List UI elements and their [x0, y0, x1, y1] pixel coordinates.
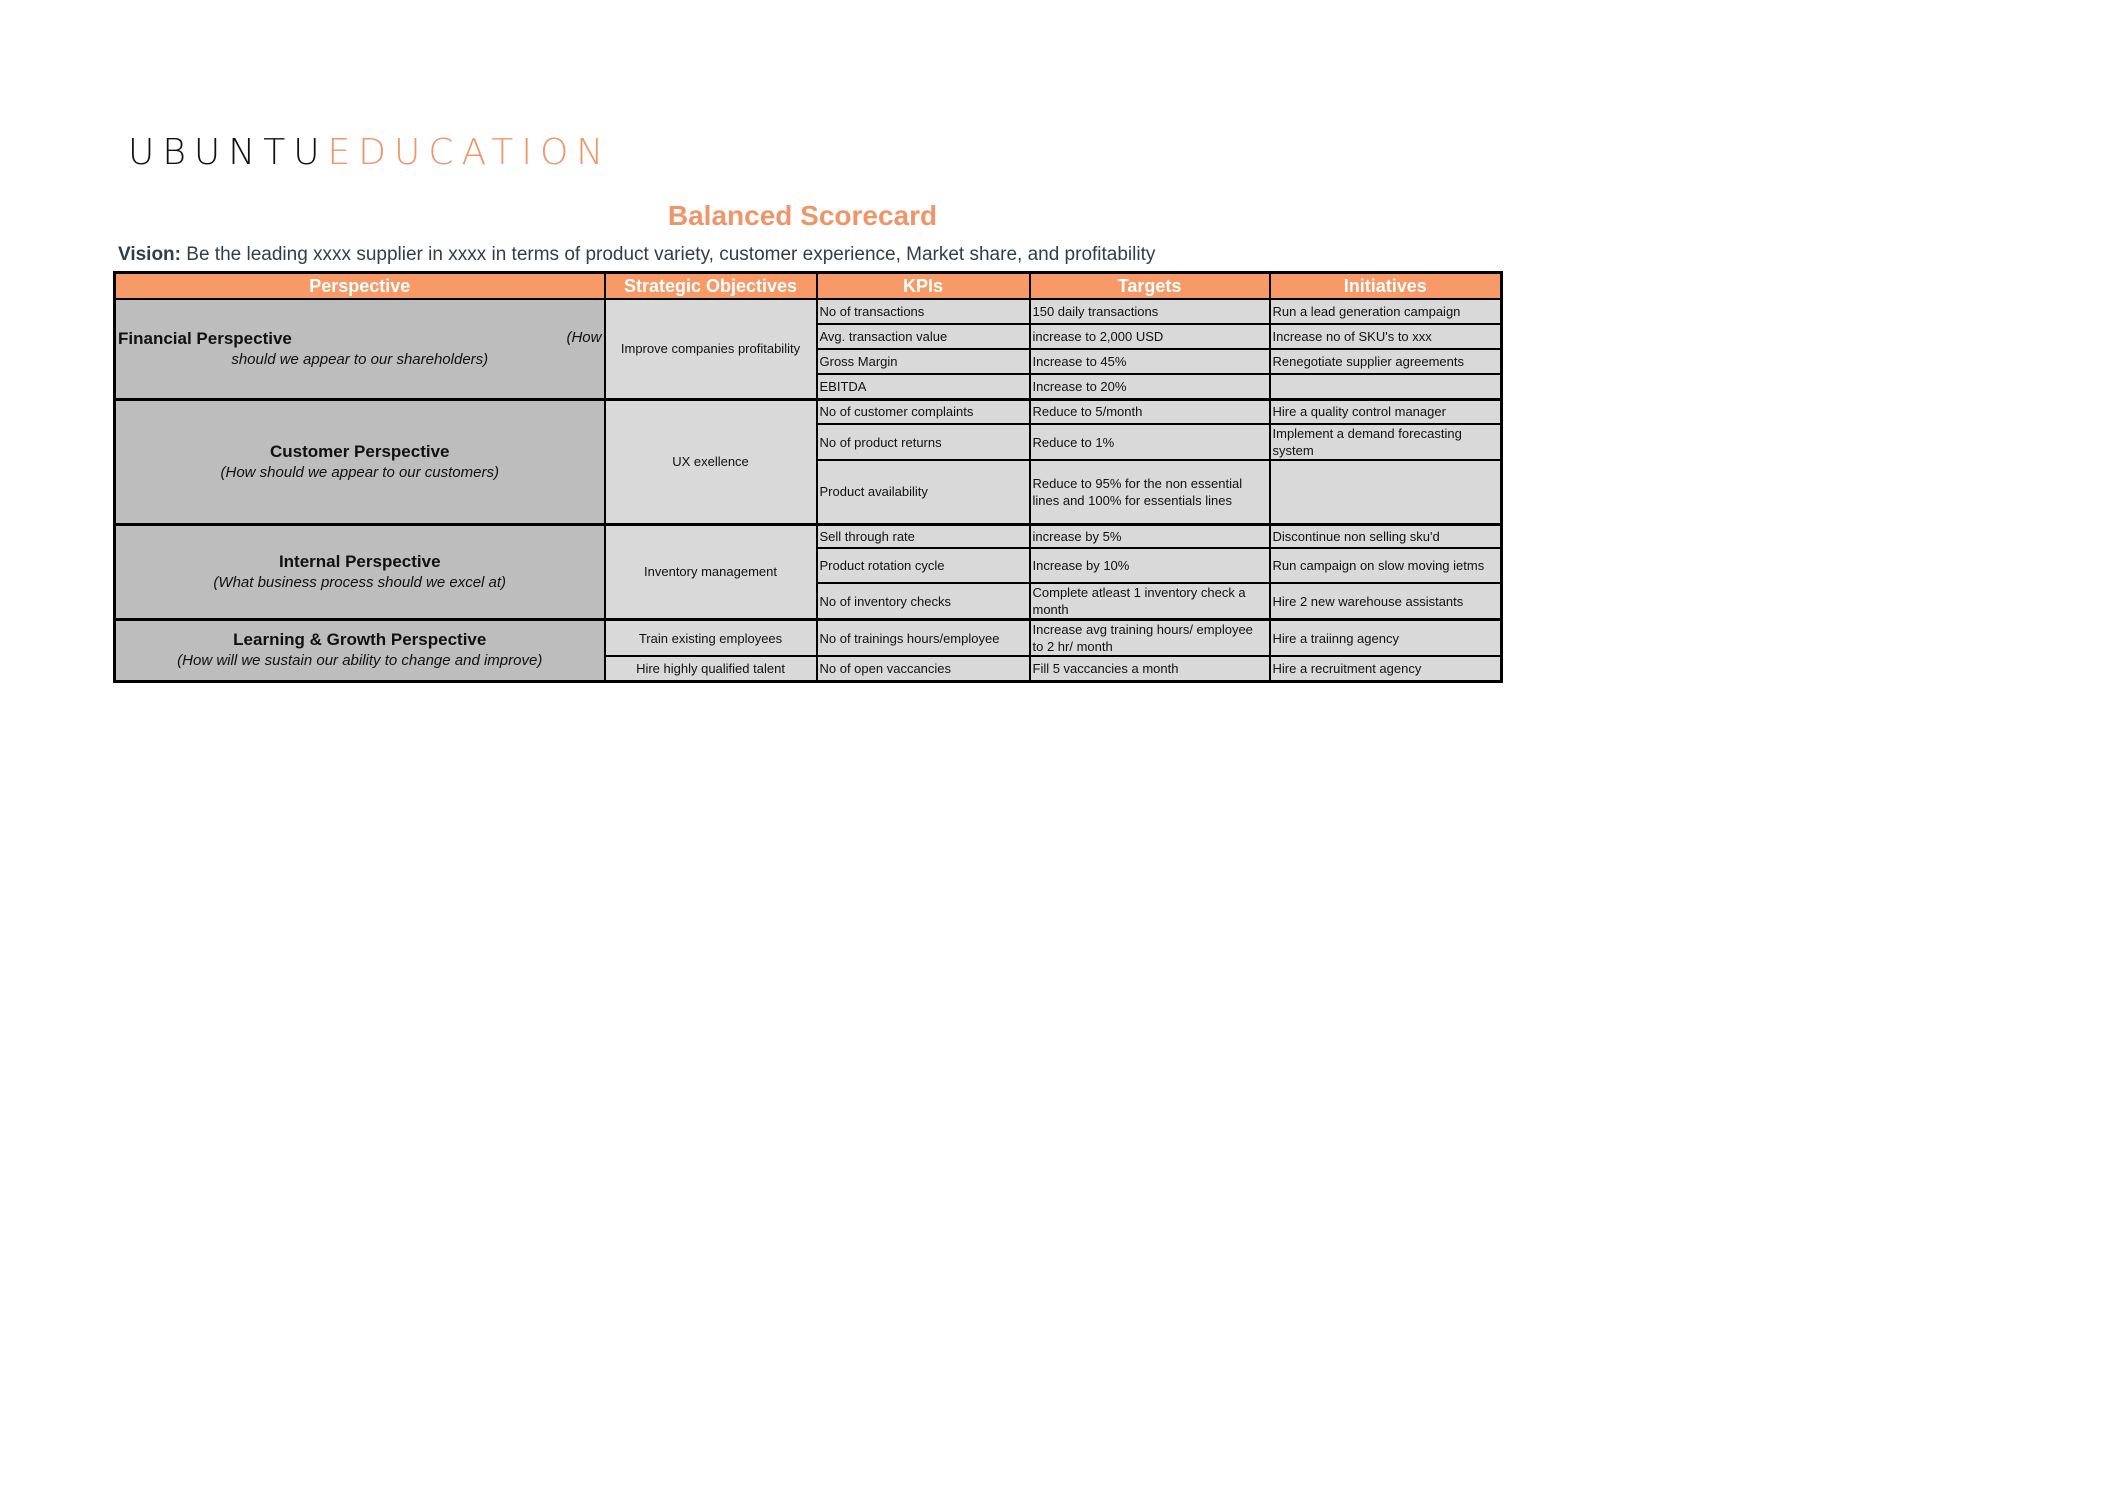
target-cell: Increase by 10% — [1030, 548, 1270, 583]
target-cell: increase to 2,000 USD — [1030, 324, 1270, 349]
header-perspective: Perspective — [115, 273, 605, 300]
logo-text-ubuntu: UBUNTU — [128, 132, 328, 173]
kpi-cell: No of trainings hours/employee — [817, 620, 1030, 657]
initiative-cell: Run a lead generation campaign — [1270, 299, 1502, 324]
table-header-row — [115, 273, 1502, 300]
learning-objective: Hire highly qualified talent — [605, 656, 817, 681]
financial-perspective-sub-b: should we appear to our shareholders) — [231, 350, 489, 368]
vision-label: Vision: — [118, 244, 181, 265]
company-logo — [128, 132, 611, 173]
initiative-cell: Hire a traiinng agency — [1270, 620, 1502, 657]
header-kpis: KPIs — [817, 273, 1030, 300]
target-cell: Fill 5 vaccancies a month — [1030, 656, 1270, 681]
internal-perspective-name: Internal Perspective — [278, 551, 441, 571]
internal-perspective-cell — [115, 524, 605, 620]
financial-perspective-cell — [115, 299, 605, 399]
financial-perspective-sub-a: (How — [566, 328, 602, 346]
table-row — [115, 399, 1502, 424]
kpi-cell: No of product returns — [817, 424, 1030, 460]
initiative-cell: Discontinue non selling sku'd — [1270, 524, 1502, 548]
target-cell: 150 daily transactions — [1030, 299, 1270, 324]
financial-perspective-name: Financial Perspective — [118, 328, 292, 348]
kpi-cell: Avg. transaction value — [817, 324, 1030, 349]
initiative-cell: Hire a recruitment agency — [1270, 656, 1502, 681]
kpi-cell: EBITDA — [817, 374, 1030, 399]
kpi-cell: No of transactions — [817, 299, 1030, 324]
kpi-cell: Sell through rate — [817, 524, 1030, 548]
initiative-cell — [1270, 460, 1502, 524]
internal-objective: Inventory management — [605, 524, 817, 620]
kpi-cell: No of customer complaints — [817, 399, 1030, 424]
learning-perspective-sub: (How will we sustain our ability to change and improve) — [177, 652, 543, 670]
initiative-cell: Run campaign on slow moving ietms — [1270, 548, 1502, 583]
financial-objective: Improve companies profitability — [605, 299, 817, 399]
learning-perspective-name: Learning & Growth Perspective — [233, 630, 487, 650]
initiative-cell — [1270, 374, 1502, 399]
target-cell: increase by 5% — [1030, 524, 1270, 548]
target-cell: Increase avg training hours/ employee to 2 hr/ month — [1030, 620, 1270, 657]
table-row — [115, 620, 1502, 657]
learning-objective: Train existing employees — [605, 620, 817, 657]
kpi-cell: Product availability — [817, 460, 1030, 524]
scorecard-table — [113, 271, 1503, 683]
initiative-cell: Hire 2 new warehouse assistants — [1270, 583, 1502, 620]
kpi-cell: No of inventory checks — [817, 583, 1030, 620]
table-row — [115, 299, 1502, 324]
internal-perspective-sub: (What business process should we excel at) — [213, 573, 507, 591]
customer-perspective-cell — [115, 399, 605, 524]
table-row — [115, 524, 1502, 548]
header-initiatives: Initiatives — [1270, 273, 1502, 300]
initiative-cell: Increase no of SKU's to xxx — [1270, 324, 1502, 349]
vision-statement — [118, 244, 1155, 266]
kpi-cell: Gross Margin — [817, 349, 1030, 374]
target-cell: Reduce to 5/month — [1030, 399, 1270, 424]
header-targets: Targets — [1030, 273, 1270, 300]
target-cell: Reduce to 95% for the non essential lines and 100% for essentials lines — [1030, 460, 1270, 524]
kpi-cell: Product rotation cycle — [817, 548, 1030, 583]
initiative-cell: Hire a quality control manager — [1270, 399, 1502, 424]
page-title: Balanced Scorecard — [667, 200, 938, 231]
logo-text-education: EDUCATION — [327, 132, 612, 173]
initiative-cell: Implement a demand forecasting system — [1270, 424, 1502, 460]
target-cell: Reduce to 1% — [1030, 424, 1270, 460]
customer-perspective-sub: (How should we appear to our customers) — [220, 463, 499, 481]
customer-objective: UX exellence — [605, 399, 817, 524]
header-objectives: Strategic Objectives — [605, 273, 817, 300]
kpi-cell: No of open vaccancies — [817, 656, 1030, 681]
initiative-cell: Renegotiate supplier agreements — [1270, 349, 1502, 374]
target-cell: Increase to 45% — [1030, 349, 1270, 374]
learning-perspective-cell — [115, 620, 605, 682]
target-cell: Increase to 20% — [1030, 374, 1270, 399]
target-cell: Complete atleast 1 inventory check a month — [1030, 583, 1270, 620]
vision-text: Be the leading xxxx supplier in xxxx in terms of product variety, customer experience, Market share, and profitability — [186, 244, 1156, 265]
customer-perspective-name: Customer Perspective — [269, 441, 450, 461]
